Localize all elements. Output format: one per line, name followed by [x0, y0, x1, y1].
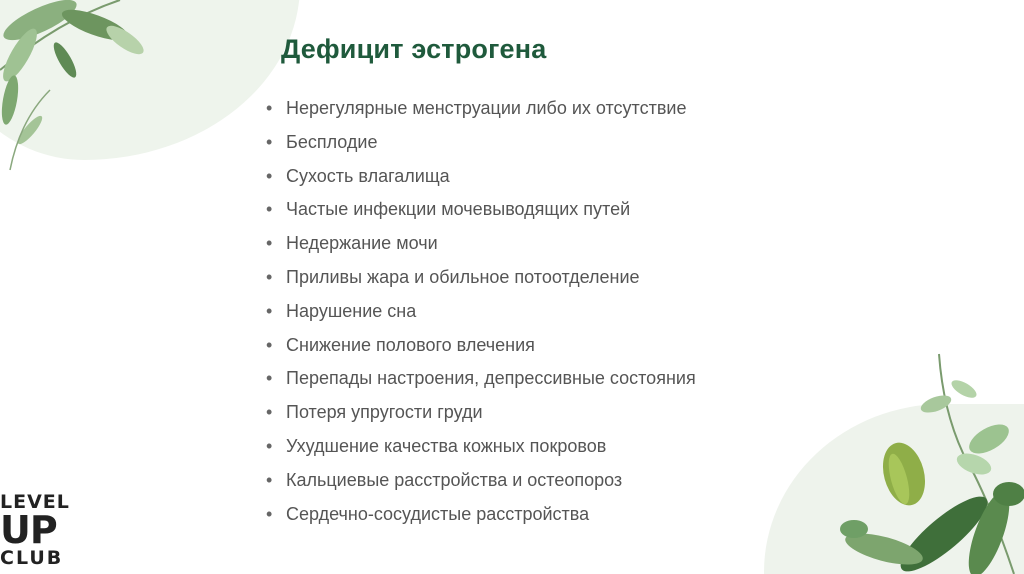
list-item: • Ухудшение качества кожных покровов — [266, 432, 696, 466]
leaves-top-left-icon — [0, 0, 200, 180]
list-item: • Потеря упругости груди — [266, 398, 696, 432]
list-item: • Нерегулярные менструации либо их отсутствие — [266, 94, 696, 128]
list-item: • Приливы жара и обильное потоотделение — [266, 263, 696, 297]
list-item: • Сердечно-сосудистые расстройства — [266, 500, 696, 534]
list-item: • Кальциевые расстройства и остеопороз — [266, 466, 696, 500]
list-item: • Нарушение сна — [266, 297, 696, 331]
logo-line-2: UP — [0, 508, 57, 552]
list-item: • Частые инфекции мочевыводящих путей — [266, 195, 696, 229]
list-item: • Сухость влагалища — [266, 162, 696, 196]
slide-title: Дефицит эстрогена — [281, 34, 547, 64]
list-item: • Бесплодие — [266, 128, 696, 162]
logo-line-1: LEVEL — [0, 491, 70, 513]
bullet-list — [266, 94, 696, 533]
logo-line-3: CLUB — [0, 547, 64, 569]
list-item: • Перепады настроения, депрессивные состояния — [266, 364, 696, 398]
list-item: • Недержание мочи — [266, 229, 696, 263]
list-item: • Снижение полового влечения — [266, 331, 696, 365]
leaves-bottom-right-icon — [824, 344, 1024, 574]
level-up-club-logo — [0, 492, 90, 568]
